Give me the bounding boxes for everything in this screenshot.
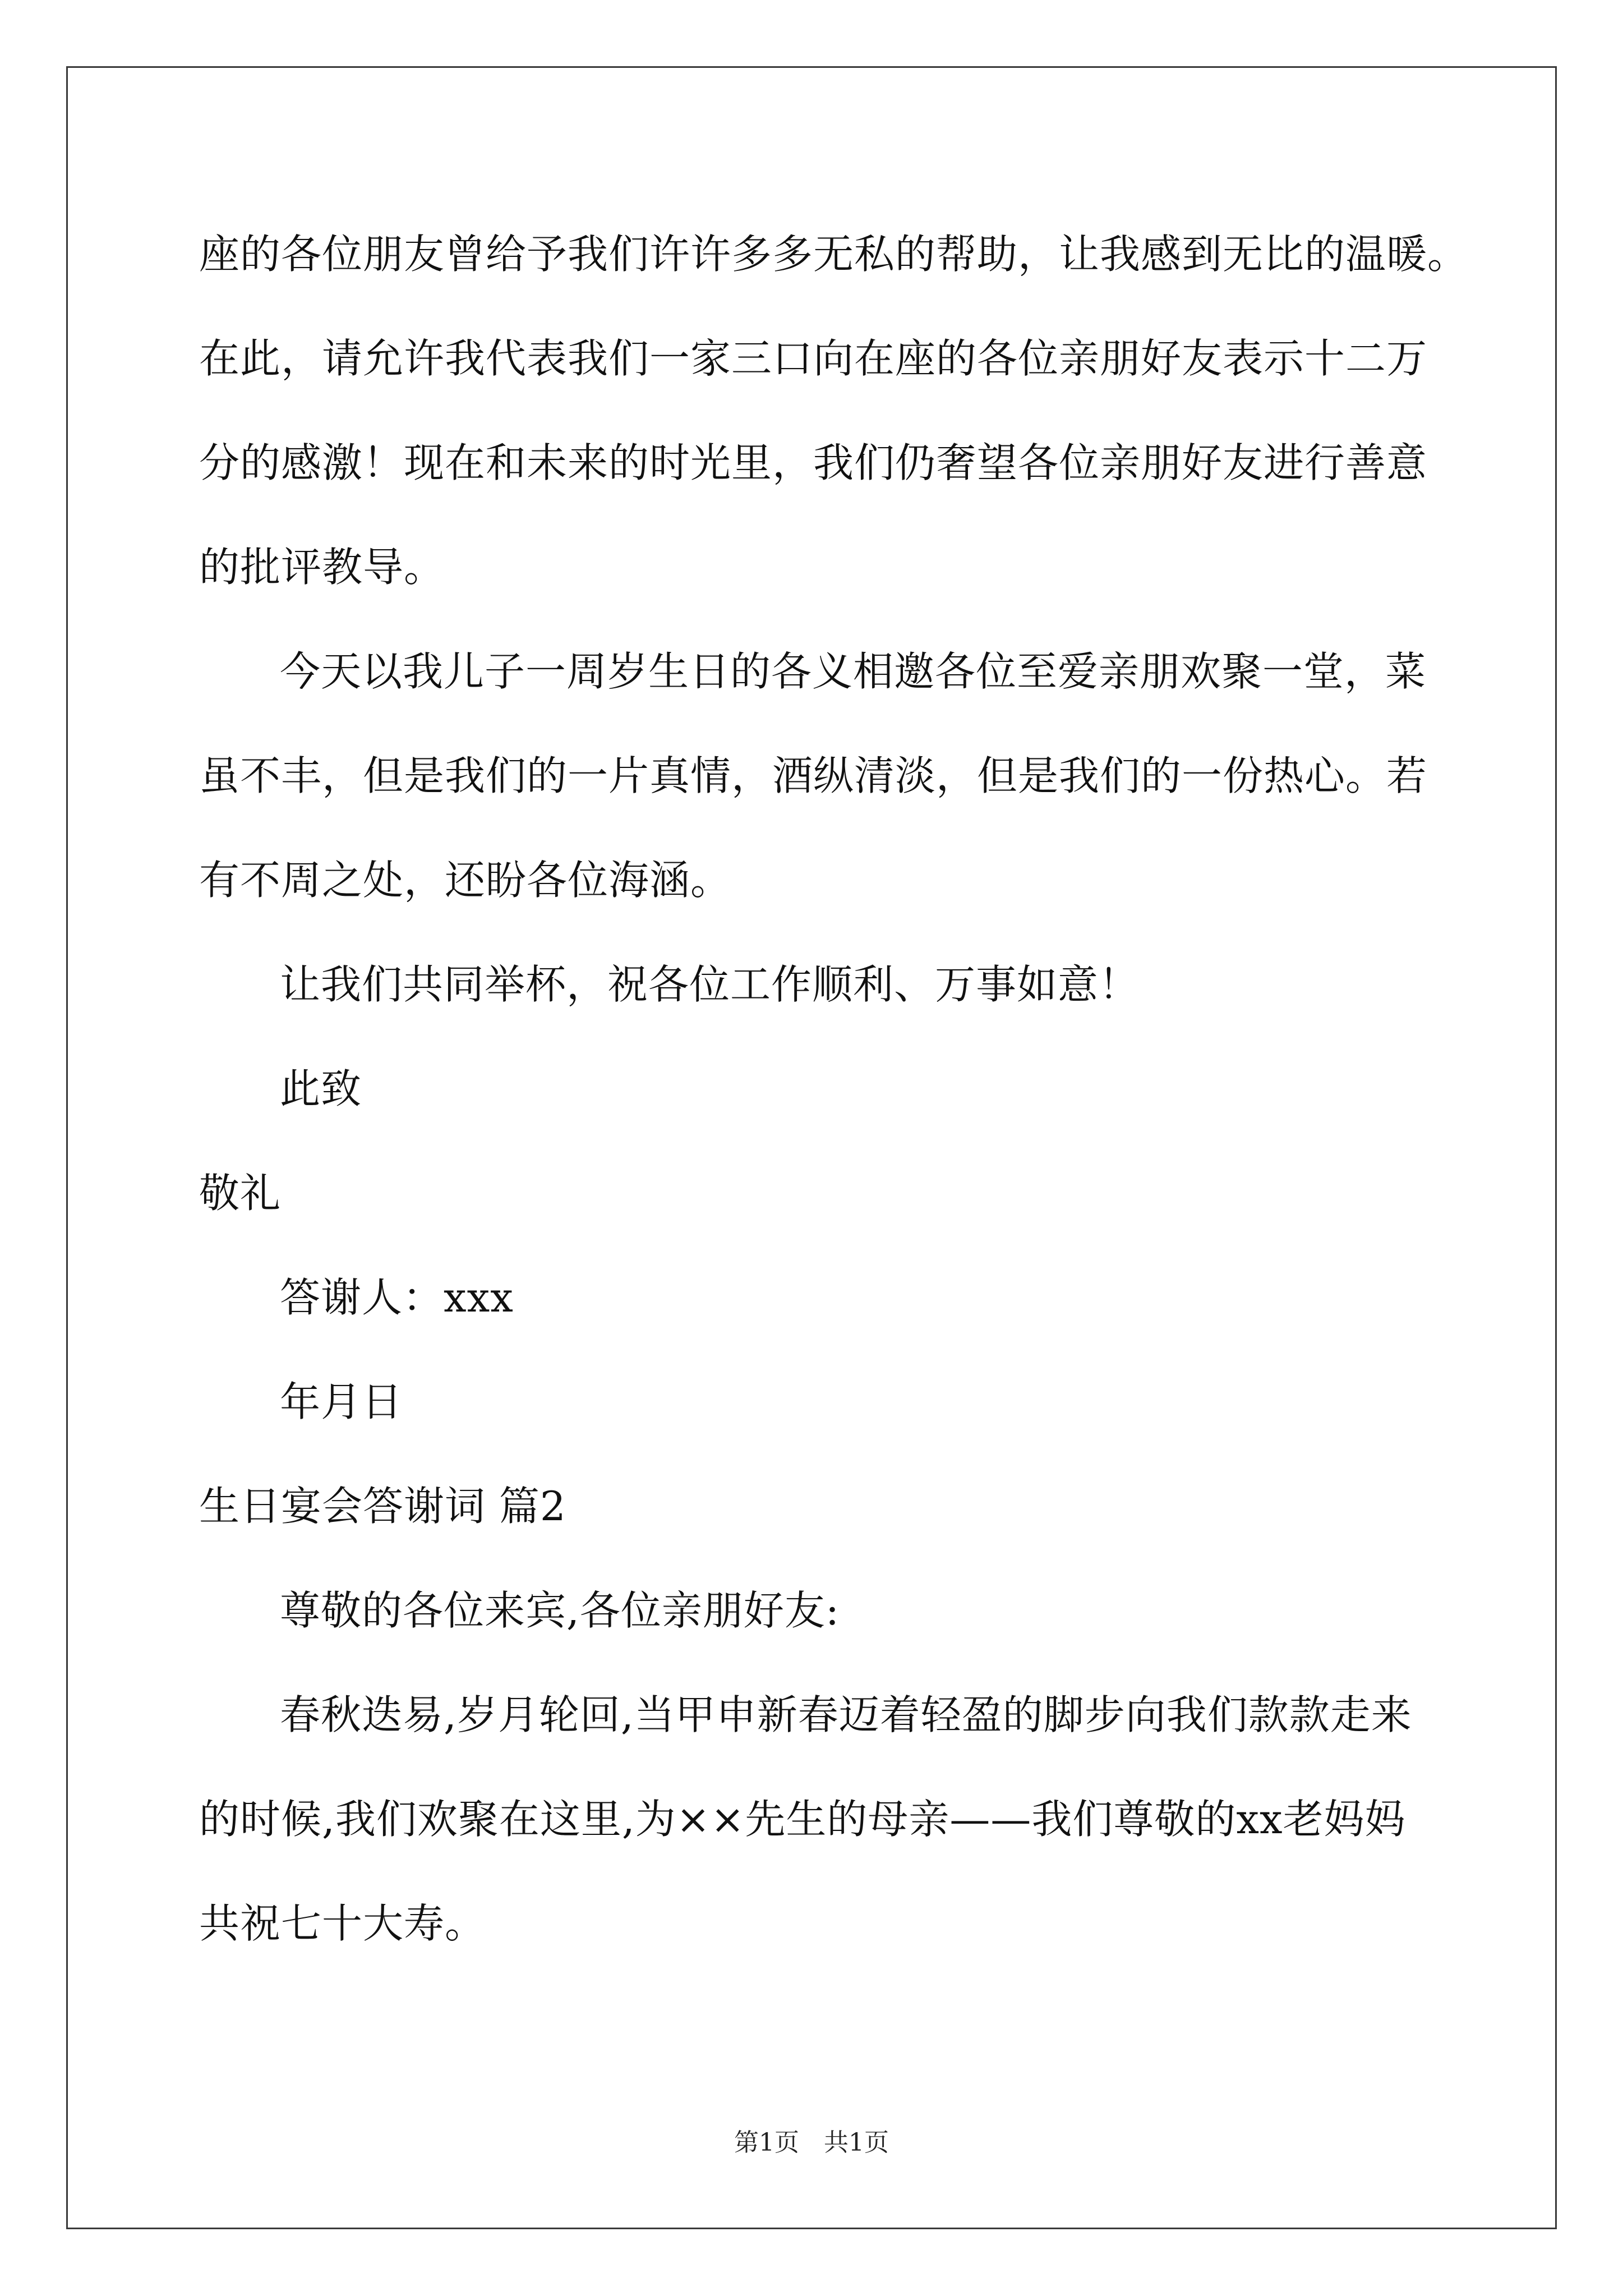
- closing-salutation: 此致: [280, 1065, 362, 1112]
- text-line: 虽不丰，但是我们的一片真情，酒纵清淡，但是我们的一份热心。若: [199, 752, 1428, 799]
- text-line: 春秋迭易,岁月轮回,当甲申新春迈着轻盈的脚步向我们款款走来: [280, 1691, 1412, 1738]
- section-title: 生日宴会答谢词 篇2: [199, 1483, 566, 1530]
- text-line: 的时候,我们欢聚在这里,为××先生的母亲——我们尊敬的xx老妈妈: [199, 1796, 1406, 1843]
- signature-line: 答谢人：xxx: [280, 1274, 514, 1321]
- text-line: 今天以我儿子一周岁生日的各义相邀各位至爱亲朋欢聚一堂，菜: [280, 648, 1427, 695]
- closing-regards: 敬礼: [199, 1170, 282, 1217]
- page-footer: 第1页 共1页: [734, 2128, 889, 2157]
- text-line: 座的各位朋友曾给予我们许许多多无私的帮助，让我感到无比的温暖。: [199, 231, 1469, 278]
- text-line: 让我们共同举杯，祝各位工作顺利、万事如意！: [280, 961, 1140, 1008]
- greeting-line: 尊敬的各位来宾,各位亲朋好友:: [280, 1587, 840, 1634]
- text-line: 的批评教导。: [199, 544, 445, 591]
- text-line: 共祝七十大寿。: [199, 1900, 486, 1947]
- text-line: 有不周之处，还盼各位海涵。: [199, 857, 732, 904]
- text-line: 在此，请允许我代表我们一家三口向在座的各位亲朋好友表示十二万: [199, 335, 1428, 382]
- text-line: 分的感激！现在和未来的时光里，我们仍奢望各位亲朋好友进行善意: [199, 439, 1428, 486]
- date-line: 年月日: [280, 1378, 403, 1425]
- document-body: [199, 202, 1469, 1976]
